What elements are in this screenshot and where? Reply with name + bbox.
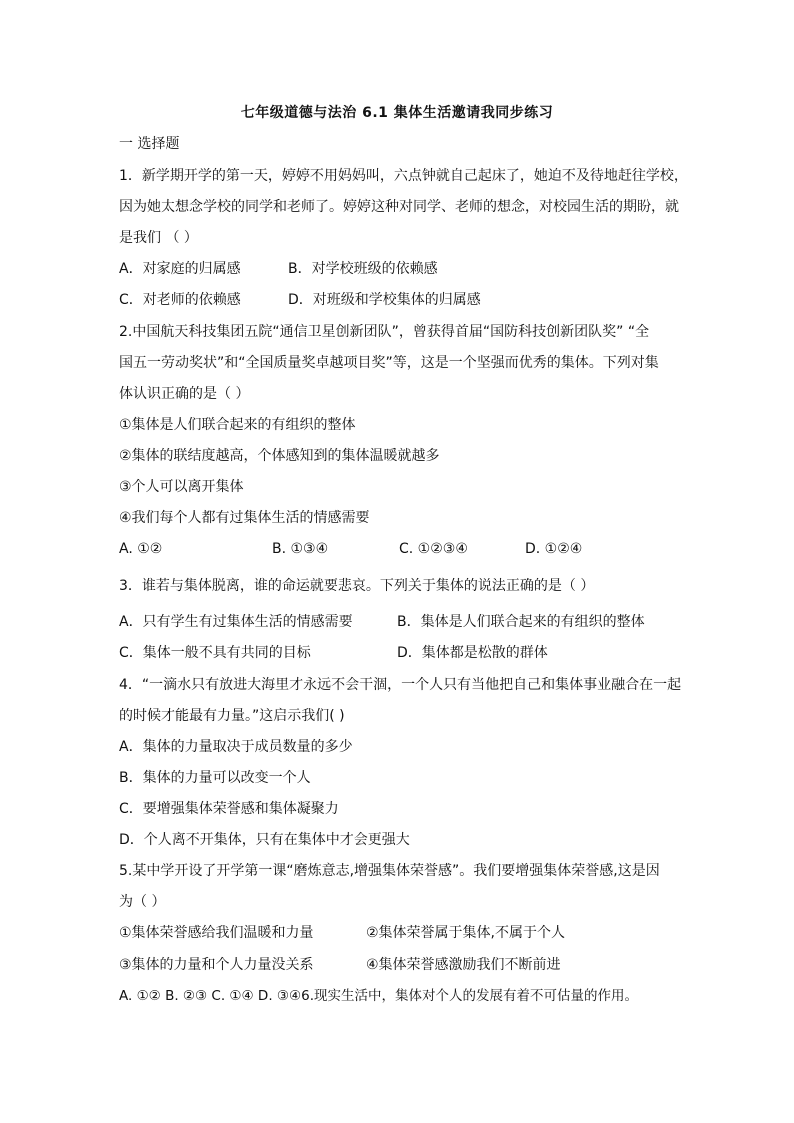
q2-stem-line1: 2.中国航天科技集团五院“通信卫星创新团队”，曾获得首届“国防科技创新团队奖” “全 <box>119 324 650 340</box>
q4-option-c: C．要增强集体荣誉感和集体凝聚力 <box>119 801 339 817</box>
q2-option-b: B. ①③④ <box>272 541 329 557</box>
q5-statement-3: ③集体的力量和个人力量没关系 <box>119 957 314 973</box>
q2-option-a: A. ①② <box>119 541 163 557</box>
q4-stem-line1: 4．“一滴水只有放进大海里才永远不会干涸，一个人只有当他把自己和集体事业融合在一起 <box>119 677 682 693</box>
q2-statement-1: ①集体是人们联合起来的有组织的整体 <box>119 417 356 433</box>
q1-option-a: A．对家庭的归属感 <box>119 261 241 277</box>
q4-stem-line2: 的时候才能最有力量。”这启示我们( ) <box>119 708 345 724</box>
q2-statement-4: ④我们每个人都有过集体生活的情感需要 <box>119 510 370 526</box>
q1-stem-line1: 1．新学期开学的第一天，婷婷不用妈妈叫，六点钟就自己起床了，她迫不及待地赶往学校， <box>119 168 688 184</box>
q5-stem-line2: 为（ ） <box>119 894 166 910</box>
q3-stem-line1: 3．谁若与集体脱离，谁的命运就要悲哀。下列关于集体的说法正确的是（ ） <box>119 578 595 594</box>
q5-statement-1: ①集体荣誉感给我们温暖和力量 <box>119 925 314 941</box>
q3-option-d: D．集体都是松散的群体 <box>397 645 548 661</box>
q4-option-a: A．集体的力量取决于成员数量的多少 <box>119 739 353 755</box>
q5-statement-2: ②集体荣誉属于集体,不属于个人 <box>366 925 566 941</box>
page-title: 七年级道德与法治 6.1 集体生活邀请我同步练习 <box>240 105 554 121</box>
q1-option-c: C．对老师的依赖感 <box>119 292 241 308</box>
q2-stem-line3: 体认识正确的是（ ） <box>119 386 250 402</box>
q5-statement-4: ④集体荣誉感激励我们不断前进 <box>366 957 561 973</box>
q3-option-a: A．只有学生有过集体生活的情感需要 <box>119 614 353 630</box>
q1-option-d: D．对班级和学校集体的归属感 <box>288 292 481 308</box>
q2-option-c: C. ①②③④ <box>399 541 468 557</box>
q5-options-and-q6: A. ①② B. ②③ C. ①④ D. ③④6.现实生活中，集体对个人的发展有着不可估量的作用。 <box>119 988 638 1004</box>
q2-statement-2: ②集体的联结度越高，个体感知到的集体温暖就越多 <box>119 448 440 464</box>
q5-stem-line1: 5.某中学开设了开学第一课“磨炼意志,增强集体荣誉感”。我们要增强集体荣誉感,这是因 <box>119 863 660 879</box>
q1-option-b: B．对学校班级的依赖感 <box>288 261 438 277</box>
q1-stem-line2: 因为她太想念学校的同学和老师了。婷婷这种对同学、老师的想念，对校园生活的期盼，就 <box>119 199 679 215</box>
q4-option-d: D．个人离不开集体，只有在集体中才会更强大 <box>119 832 410 848</box>
section-heading: 一 选择题 <box>119 136 180 152</box>
q1-stem-line3: 是我们 （ ） <box>119 230 198 246</box>
q2-option-d: D. ①②④ <box>525 541 583 557</box>
q3-option-b: B．集体是人们联合起来的有组织的整体 <box>397 614 645 630</box>
q3-option-c: C．集体一般不具有共同的目标 <box>119 645 311 661</box>
q4-option-b: B．集体的力量可以改变一个人 <box>119 770 311 786</box>
q2-stem-line2: 国五一劳动奖状”和“全国质量奖卓越项目奖”等，这是一个坚强而优秀的集体。下列对集 <box>119 355 659 371</box>
q2-statement-3: ③个人可以离开集体 <box>119 479 244 495</box>
